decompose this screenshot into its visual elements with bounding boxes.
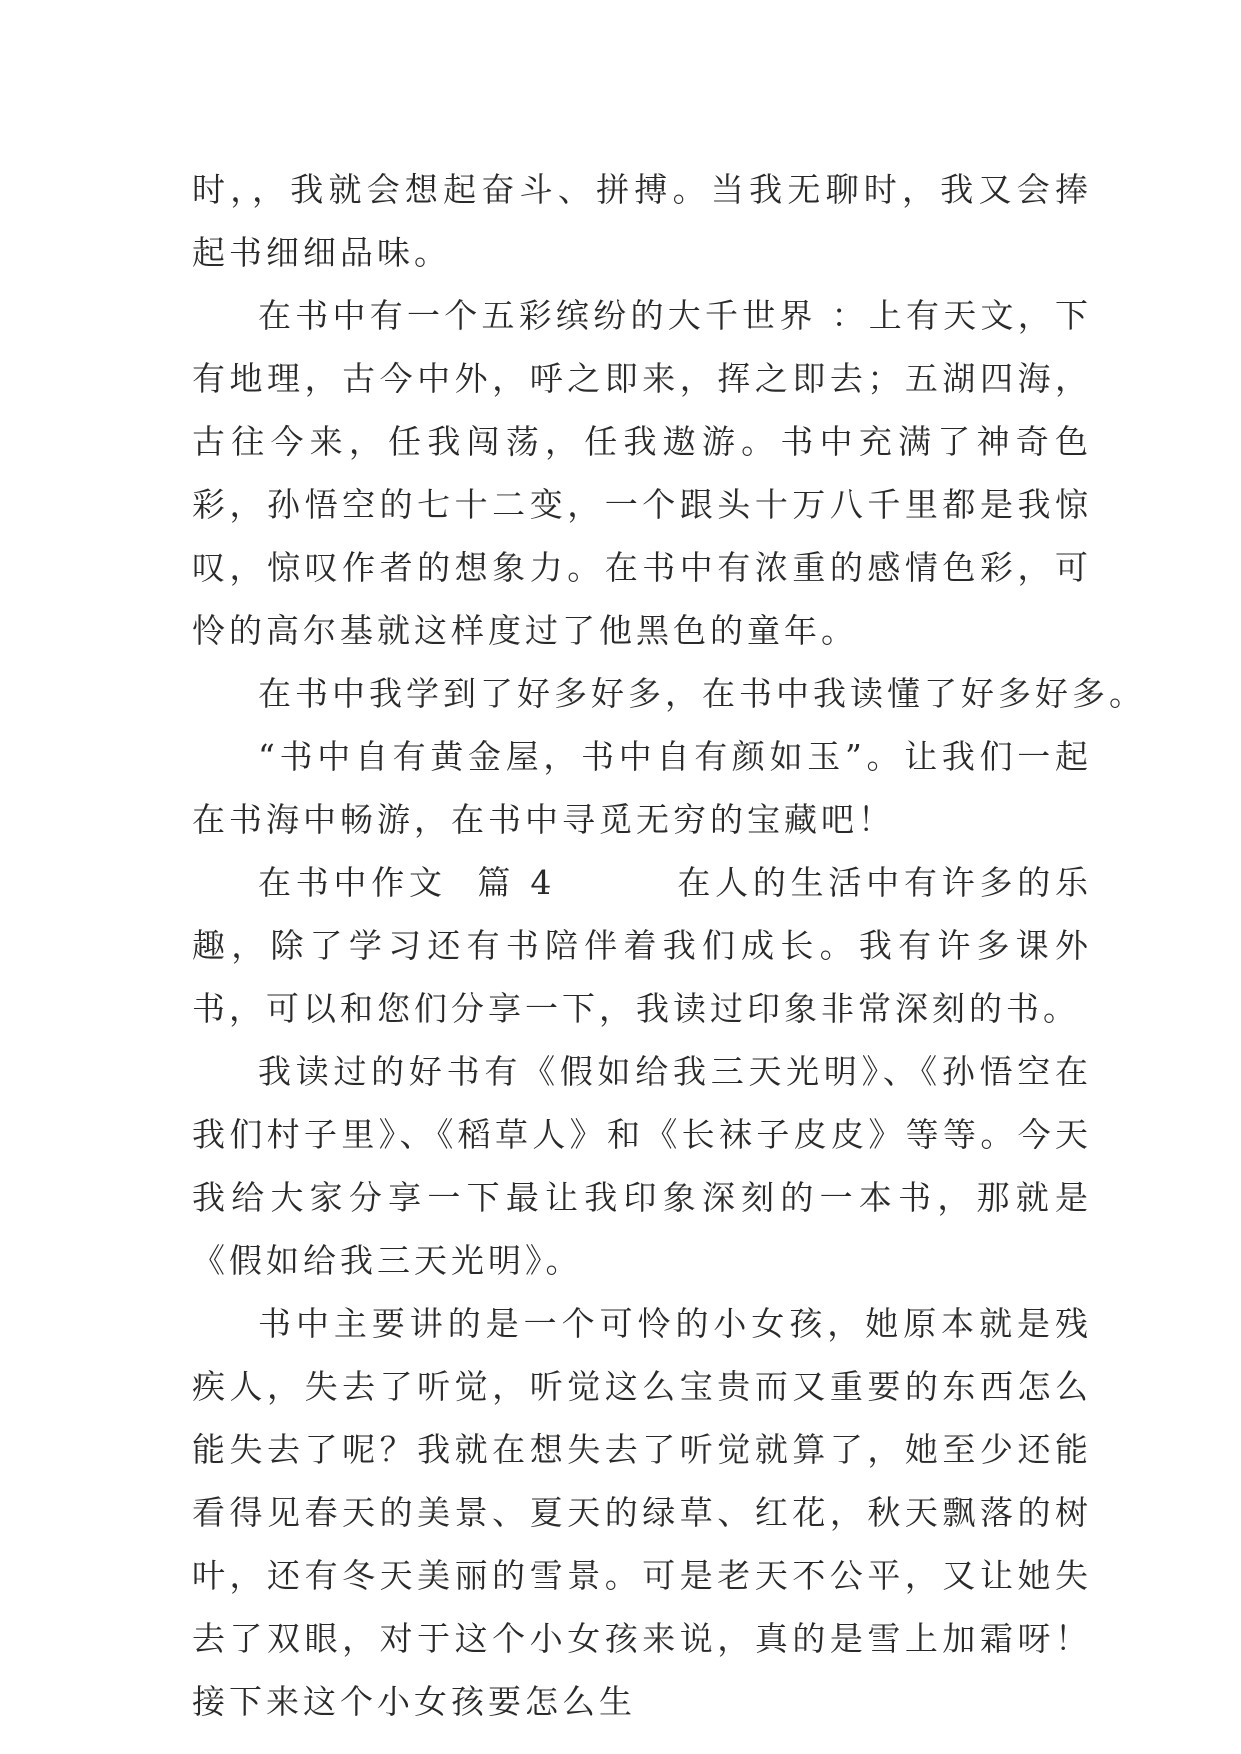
paragraph: 书中主要讲的是一个可怜的小女孩，她原本就是残疾人，失去了听觉，听觉这么宝贵而又重要的东西怎么能失去了呢？我就在想失去了听觉就算了，她至少还能看得见春天的美景、夏天的绿草、红花，秋天飘落的树叶，还有冬天美丽的雪景。可是老天不公平，又让她失去了双眼，对于这个小女孩来说，真的是雪上加霜呀！接下来这个小女孩要怎么生	[192, 1304, 1092, 1721]
paragraph: 时，，我就会想起奋斗、拼搏。当我无聊时，我又会捧起书细细品味。	[192, 170, 1092, 272]
document-body	[192, 158, 1146, 1733]
paragraph: 在书中有一个五彩缤纷的大千世界 ：上有天文，下有地理，古今中外，呼之即来，挥之即去；五湖四海，古往今来，任我闯荡，任我遨游。书中充满了神奇色彩，孙悟空的七十二变，一个跟头十万八千里都是我惊叹，惊叹作者的想象力。在书中有浓重的感情色彩，可怜的高尔基就这样度过了他黑色的童年。	[192, 296, 1092, 650]
paragraph: 在书中作文 篇 4 在人的生活中有许多的乐趣，除了学习还有书陪伴着我们成长。我有许多课外书，可以和您们分享一下，我读过印象非常深刻的书。	[192, 863, 1092, 1028]
paragraph: 在书中我学到了好多好多，在书中我读懂了好多好多。	[258, 674, 1146, 713]
paragraph: “书中自有黄金屋，书中自有颜如玉”。让我们一起在书海中畅游，在书中寻觅无穷的宝藏吧！	[192, 737, 1092, 839]
paragraph: 我读过的好书有《假如给我三天光明》、《孙悟空在我们村子里》、《稻草人》和《长袜子皮皮》等等。今天我给大家分享一下最让我印象深刻的一本书，那就是《假如给我三天光明》。	[192, 1052, 1092, 1280]
